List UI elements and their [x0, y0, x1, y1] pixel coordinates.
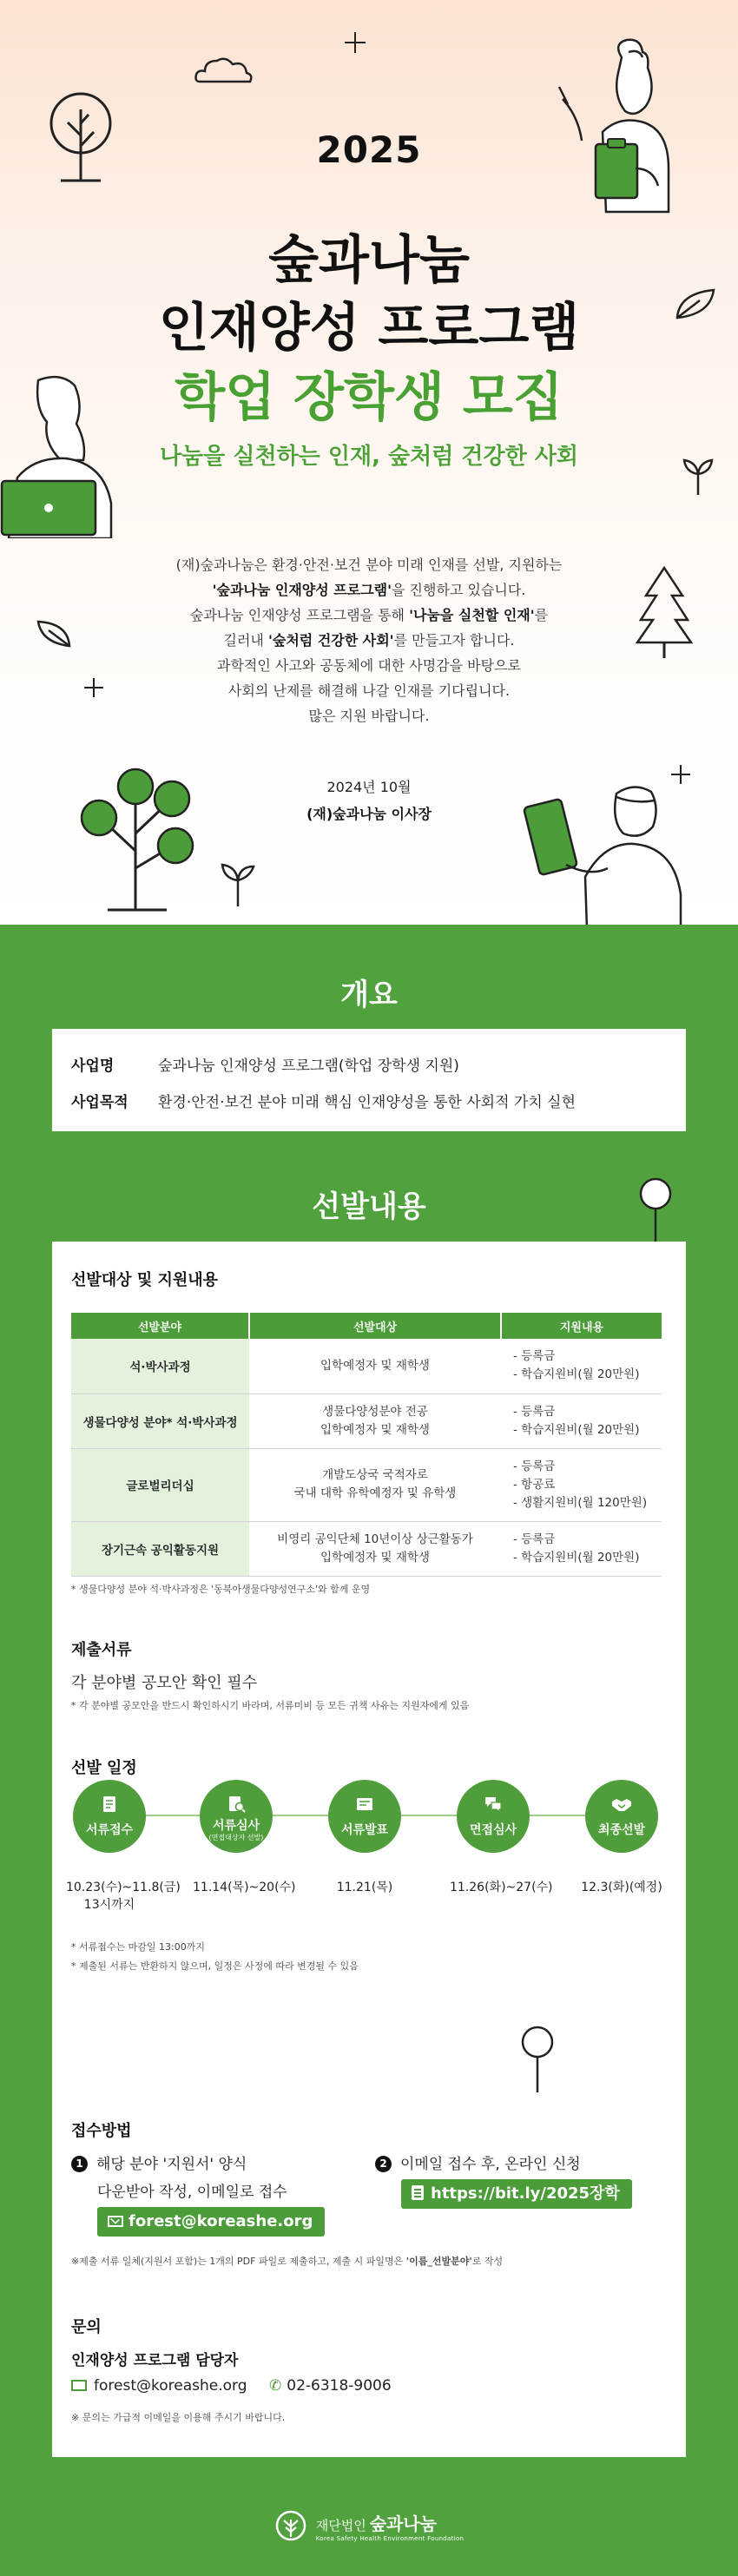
target-line: 국내 대학 유학예정자 및 유학생 — [293, 1486, 457, 1500]
email-text: forest@koreashe.org — [128, 2212, 313, 2230]
intro-line: 많은 지원 바랍니다. — [308, 708, 430, 724]
intro-text: 을 진행하고 있습니다. — [392, 582, 526, 598]
apply-card — [52, 2092, 686, 2457]
target-line: 비영리 공익단체 10년이상 상근활동가 — [277, 1532, 473, 1546]
table-row — [71, 1339, 662, 1393]
year-label: 2025 — [316, 128, 422, 171]
step-date-line: 13시까지 — [83, 1898, 135, 1912]
table-header-row — [71, 1313, 662, 1339]
overview-card — [52, 1029, 686, 1131]
support-line: - 등록금 — [513, 1404, 556, 1419]
overview-row-purpose — [71, 1090, 576, 1111]
phone-icon: ✆ — [269, 2377, 282, 2395]
method-note — [71, 2254, 503, 2268]
schedule-step — [321, 1780, 408, 1896]
schedule-step — [578, 1780, 665, 1896]
review-icon — [226, 1794, 247, 1815]
lollipop-tree-icon — [636, 1176, 675, 1246]
method-1-line2: 다운받아 작성, 이메일로 접수 — [97, 2184, 287, 2201]
schedule-note: * 서류접수는 마감일 13:00까지 — [71, 1941, 205, 1953]
intro-emphasis: '나눔을 실천할 인재' — [409, 607, 535, 623]
docs-text: 각 분야별 공모안 확인 필수 — [71, 1674, 258, 1692]
section-title-overview: 개요 — [340, 978, 398, 1012]
contact-name: 인재양성 프로그램 담당자 — [71, 2352, 239, 2369]
column-header: 선발대상 — [249, 1313, 501, 1339]
foundation-logo-icon — [274, 2509, 307, 2542]
intro-emphasis: '숲처럼 건강한 사회' — [267, 632, 394, 649]
hero-section — [0, 0, 738, 925]
announce-icon — [354, 1794, 375, 1815]
schedule-step — [193, 1780, 296, 1896]
table-row — [71, 1448, 662, 1521]
selection-card — [52, 1242, 686, 2101]
step-circle — [73, 1780, 146, 1853]
mail-icon — [108, 2216, 123, 2227]
step-number: 2 — [375, 2156, 392, 2172]
lollipop-tree-icon — [517, 2025, 557, 2094]
intro-line: (재)숲과나눔은 환경·안전·보건 분야 미래 인재를 선발, 지원하는 — [175, 557, 563, 573]
support-cell — [501, 1448, 662, 1521]
signature: (재)숲과나눔 이사장 — [306, 806, 432, 822]
docs-heading: 제출서류 — [71, 1641, 132, 1659]
support-cell — [501, 1393, 662, 1448]
link-icon — [412, 2185, 424, 2200]
org-name: 숲과나눔 — [369, 2513, 437, 2534]
issue-date: 2024년 10월 — [326, 779, 412, 795]
step-sublabel: (면접대상자 선발) — [208, 1834, 264, 1841]
step-date — [321, 1879, 408, 1896]
support-line: - 학습지원비(월 20만원) — [513, 1550, 640, 1565]
schedule-heading: 선발 일정 — [71, 1759, 137, 1777]
sparkle-icon — [344, 31, 366, 54]
contact-phone[interactable] — [269, 2377, 392, 2395]
method-text: 이메일 접수 후, 온라인 신청 — [400, 2156, 581, 2173]
intro-line — [0, 603, 738, 628]
step-date-line: 11.21(목) — [336, 1881, 393, 1894]
org-english-name: Korea Safety Health Environment Foundation — [315, 2534, 465, 2542]
section-title-selection: 선발내용 — [312, 1189, 426, 1224]
support-line: - 생활지원비(월 120만원) — [513, 1495, 648, 1510]
email-button[interactable] — [97, 2207, 325, 2237]
note-emphasis: '이름_선발분야' — [405, 2256, 472, 2267]
support-line: - 학습지원비(월 20만원) — [513, 1422, 640, 1437]
mail-icon — [71, 2380, 87, 2391]
overview-value: 숲과나눔 인재양성 프로그램(학업 장학생 지원) — [158, 1057, 459, 1075]
support-line: - 학습지원비(월 20만원) — [513, 1367, 640, 1382]
method-1 — [71, 2151, 247, 2173]
step-date-line: 11.26(화)~27(수) — [450, 1881, 553, 1894]
method-text: 해당 분야 '지원서' 양식 — [96, 2156, 247, 2173]
target-line: 생물다양성분야 전공 — [322, 1404, 428, 1419]
intro-text: 를 — [534, 607, 549, 623]
step-date — [66, 1879, 181, 1914]
plant-sprout-icon — [219, 856, 257, 908]
target-line: 개발도상국 국적자로 — [322, 1468, 428, 1482]
overview-key: 사업명 — [71, 1057, 115, 1075]
overview-value: 환경·안전·보건 분야 미래 핵심 인재양성을 통한 사회적 가치 실현 — [158, 1094, 577, 1111]
support-cell — [501, 1521, 662, 1576]
step-number: 1 — [71, 2156, 88, 2172]
method-2 — [375, 2151, 581, 2173]
step-label: 서류접수 — [85, 1823, 134, 1837]
step-circle — [328, 1780, 401, 1853]
step-label: 최종선발 — [597, 1823, 646, 1837]
step-date-line: 12.3(화)(예정) — [581, 1881, 662, 1894]
step-label: 서류심사 — [212, 1819, 260, 1833]
field-cell: 장기근속 공익활동지원 — [71, 1521, 249, 1576]
method-heading: 접수방법 — [71, 2122, 132, 2140]
contact-heading: 문의 — [71, 2318, 102, 2336]
tagline: 나눔을 실천하는 인재, 숲처럼 건강한 사회 — [159, 444, 579, 470]
footer-logo — [0, 2509, 738, 2546]
step-label: 서류발표 — [340, 1823, 389, 1837]
step-circle — [585, 1780, 658, 1853]
column-header: 선발분야 — [71, 1313, 249, 1339]
step-label: 면접심사 — [469, 1823, 517, 1837]
target-line: 입학예정자 및 재학생 — [320, 1422, 430, 1437]
intro-line: 사회의 난제를 해결해 나갈 인재를 기다립니다. — [227, 682, 511, 699]
target-cell — [249, 1521, 501, 1576]
title-line-1: 숲과나눔 — [268, 230, 470, 291]
title-line-3: 학업 장학생 모집 — [175, 367, 563, 428]
handshake-icon — [611, 1794, 632, 1815]
title-line-2: 인재양성 프로그램 — [158, 298, 580, 359]
step-date-line: 10.23(수)~11.8(금) — [66, 1881, 181, 1894]
note-text: 로 작성 — [471, 2256, 504, 2267]
chat-icon — [483, 1794, 504, 1815]
target-line: 입학예정자 및 재학생 — [320, 1358, 430, 1373]
schedule-step — [66, 1780, 181, 1914]
intro-text: 를 만들고자 합니다. — [393, 632, 515, 649]
overview-row-name — [71, 1053, 459, 1075]
document-icon — [99, 1794, 120, 1815]
target-cell — [249, 1393, 501, 1448]
table-row — [71, 1393, 662, 1448]
intro-line — [0, 628, 738, 653]
org-prefix: 재단법인 — [315, 2517, 366, 2533]
contact-email[interactable] — [71, 2377, 247, 2395]
contact-note: ※ 문의는 가급적 이메일을 이용해 주시기 바랍니다. — [71, 2412, 286, 2423]
table-note: * 생물다양성 분야 석·박사과정은 '동북아생물다양성연구소'와 함께 운영 — [71, 1584, 371, 1595]
step-date — [450, 1879, 553, 1896]
step-date-line: 11.14(목)~20(수) — [193, 1881, 296, 1894]
selection-table — [71, 1313, 662, 1577]
table-row — [71, 1521, 662, 1576]
intro-emphasis: '숲과나눔 인재양성 프로그램' — [212, 582, 392, 598]
intro-text: 길러내 — [223, 632, 268, 649]
contact-email-text: forest@koreashe.org — [94, 2377, 247, 2395]
schedule-step — [450, 1780, 553, 1896]
support-line: - 항공료 — [513, 1477, 556, 1492]
field-cell: 석·박사과정 — [71, 1339, 249, 1393]
field-cell: 글로벌리더십 — [71, 1448, 249, 1521]
support-cell — [501, 1339, 662, 1393]
contact-phone-text: 02-6318-9006 — [287, 2377, 392, 2395]
apply-link-button[interactable] — [401, 2179, 632, 2209]
column-header: 지원내용 — [501, 1313, 662, 1339]
support-line: - 등록금 — [513, 1532, 556, 1546]
step-circle — [457, 1780, 530, 1853]
step-date — [193, 1879, 296, 1896]
intro-line: 과학적인 사고와 공동체에 대한 사명감을 바탕으로 — [216, 657, 521, 674]
section-title-apply: 접수 — [340, 2041, 398, 2076]
intro-paragraph — [0, 552, 738, 728]
step-date — [578, 1879, 665, 1896]
schedule-note: * 제출된 서류는 반환하지 않으며, 일정은 사정에 따라 변경될 수 있음 — [71, 1960, 359, 1972]
intro-text: 숲과나눔 인재양성 프로그램을 통해 — [189, 607, 410, 623]
cloud-icon — [193, 52, 255, 85]
target-line: 입학예정자 및 재학생 — [320, 1550, 430, 1565]
table-heading: 선발대상 및 지원내용 — [71, 1271, 219, 1289]
intro-line — [0, 577, 738, 603]
support-line: - 등록금 — [513, 1459, 556, 1473]
target-cell — [249, 1448, 501, 1521]
note-text: ※제출 서류 일체(지원서 포함)는 1개의 PDF 파일로 제출하고, 제출 시 파일명은 — [71, 2256, 406, 2267]
field-cell: 생물다양성 분야* 석·박사과정 — [71, 1393, 249, 1448]
docs-note: * 각 분야별 공모안을 반드시 확인하시기 바라며, 서류미비 등 모든 귀책 사유는 지원자에게 있음 — [71, 1700, 470, 1711]
step-circle — [200, 1780, 273, 1853]
support-line: - 등록금 — [513, 1349, 556, 1364]
overview-key: 사업목적 — [71, 1094, 128, 1111]
url-text: https://bit.ly/2025장학 — [431, 2184, 620, 2203]
target-cell — [249, 1339, 501, 1393]
